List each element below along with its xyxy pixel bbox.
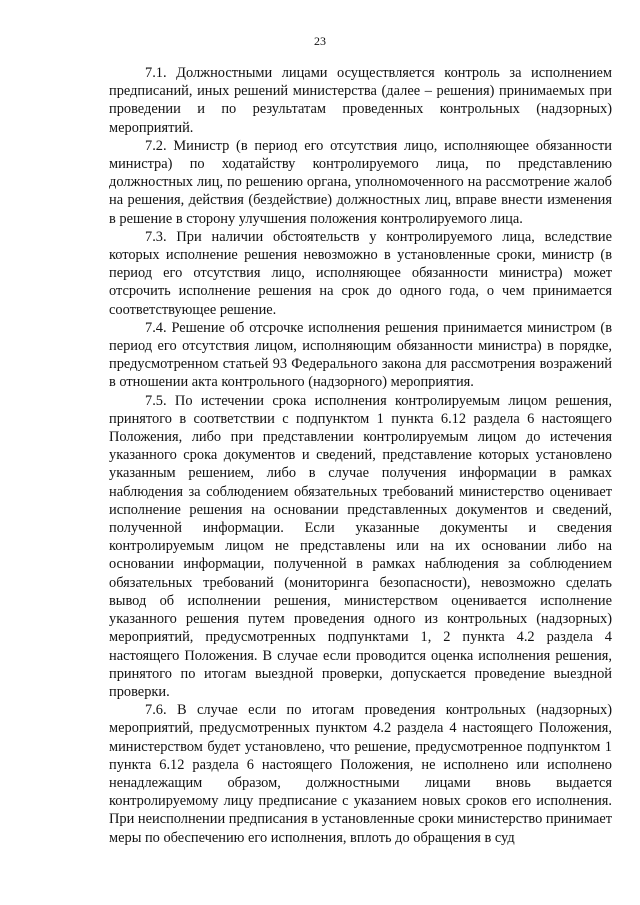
paragraph-7-1: 7.1. Должностными лицами осуществляется контроль за исполнением предписаний, иных решений министерства (далее – решения) принимаемых при проведении и по результатам проведенных контрольных (надзорных) мероприятий. [109, 65, 612, 136]
document-body [109, 64, 612, 847]
paragraph-7-3: 7.3. При наличии обстоятельств у контролируемого лица, вследствие которых исполнение решения невозможно в установленные сроки, министр (в период его отсутствия лицо, исполняющее обязанности министра) может отсрочить исполнение решения на срок до одного года, о чем принимается соответствующее решение. [109, 228, 612, 318]
paragraph-7-2: 7.2. Министр (в период его отсутствия лицо, исполняющее обязанности министра) по ходатайству контролируемого лица, по представлению должностных лиц, по решению органа, уполномоченного на рассмотрение жалоб на решения, действия (бездействие) должностных лиц, вправе внести изменения в решение в сторону улучшения положения контролируемого лица. [109, 137, 612, 227]
paragraph-7-5: 7.5. По истечении срока исполнения контролируемым лицом решения, принятого в соответствии с подпунктом 1 пункта 6.12 раздела 6 настоящего Положения, либо при представлении контролируемым лицом до истечения указанного срока документов и сведений, представление которых установлено указанным решением, либо в случае получения информации в рамках наблюдения за соблюдением обязательных требований министерство оценивает исполнение решения на основании представленных документов и сведений, полученной информации. Если указанные документы и сведения контролируемым лицом не представлены или на их основании либо на основании информации, полученной в рамках наблюдения за соблюдением обязательных требований (мониторинга безопасности), невозможно сделать вывод об исполнении решения, министерством оценивается исполнение указанного решения путем проведения одного из контрольных (надзорных) мероприятий, предусмотренных подпунктами 1, 2 пункта 4.2 раздела 4 настоящего Положения. В случае если проводится оценка исполнения решения, принятого по итогам выездной проверки, допускается проведение выездной проверки. [109, 392, 612, 700]
paragraph-7-4: 7.4. Решение об отсрочке исполнения решения принимается министром (в период его отсутствия лицом, исполняющим обязанности министра) в порядке, предусмотренном статьей 93 Федерального закона для рассмотрения возражений в отношении акта контрольного (надзорного) мероприятия. [109, 319, 612, 391]
paragraph-7-6: 7.6. В случае если по итогам проведения контрольных (надзорных) мероприятий, предусмотренных пунктом 4.2 раздела 4 настоящего Положения, министерством будет установлено, что решение, предусмотренное подпунктом 1 пункта 6.12 раздела 6 настоящего Положения, не исполнено или исполнено ненадлежащим образом, должностными лицами вновь выдается контролируемому лицу предписание с указанием новых сроков его исполнения. При неисполнении предписания в установленные сроки министерство принимает меры по обеспечению его исполнения, вплоть до обращения в суд [109, 702, 612, 846]
page-number: 23 [314, 34, 326, 48]
